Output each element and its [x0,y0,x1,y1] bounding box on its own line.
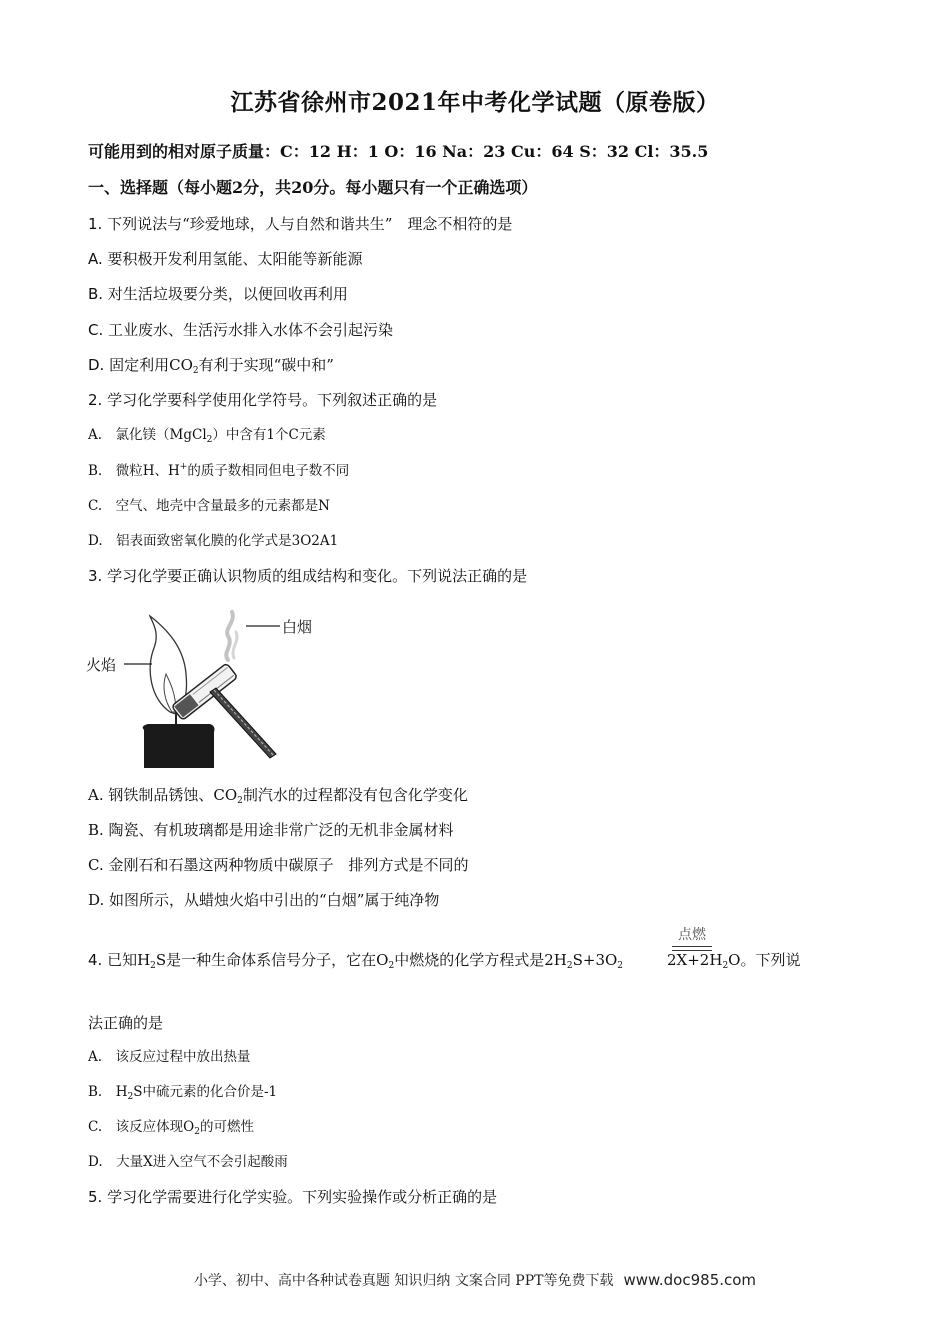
question-number: 2. [88,391,103,409]
equals-line-2 [672,950,712,951]
footer-link[interactable]: www.doc985.com [623,1271,757,1289]
option-text: 工业废水、生活污水排入水体不会引起污染 [103,321,394,339]
question-text: 学习化学要科学使用化学符号。下列叙述正确的是 [102,391,438,409]
subscript: 2 [194,1127,200,1137]
question-text: 下列说法与“珍爱地球，人与自然和谐共生” 理念不相符的是 [102,215,513,233]
option-text: B. 微粒H、H [88,463,180,479]
subscript: 2 [237,796,243,806]
subscript: 2 [127,1092,134,1102]
candle-smoke-figure [86,608,330,770]
option-text: B. H [88,1084,128,1100]
q2-option-d: D. 铝表面致密氧化膜的化学式是3O2A1 [88,533,339,549]
option-text: S中硫元素的化合价是-1 [133,1084,278,1100]
subscript: 2 [617,961,624,971]
flame-label: 火焰 [86,656,117,674]
section-heading: 一、选择题（每小题2分，共20分。每小题只有一个正确选项） [88,178,538,197]
option-text: C. 该反应体现O [88,1119,195,1135]
question-1-stem [88,214,512,234]
option-text: 要积极开发利用氢能、太阳能等新能源 [102,250,363,268]
page-footer [0,1270,950,1290]
q1-option-a [88,249,363,269]
q1-option-c [88,320,393,340]
option-text: 制汽水的过程都没有包含化学变化 [242,786,468,804]
option-text: 有利于实现“碳中和” [198,356,334,374]
question-number: 3. [88,567,103,585]
subscript: 2 [206,435,213,445]
question-text: O。下列说 [728,951,801,969]
option-label: A. [88,250,103,268]
page-title: 江苏省徐州市2021年中考化学试题（原卷版） [230,89,720,116]
q1-option-b [88,284,348,304]
q4-option-c [88,1117,254,1137]
q4-option-b [88,1082,277,1102]
q4-option-a: A. 该反应过程中放出热量 [88,1049,251,1065]
question-5-stem [88,1187,497,1207]
subscript: 2 [388,961,395,971]
option-text: 的可燃性 [199,1119,254,1135]
question-number: 1. [88,215,103,233]
subscript: 2 [150,961,156,971]
question-text: S是一种生命体系信号分子，它在O [155,951,389,969]
question-number: 4. [88,951,103,969]
question-text: 学习化学要正确认识物质的组成结构和变化。下列说法正确的是 [102,567,528,585]
option-text: ）中含有1个C元素 [212,427,326,443]
q3-option-d: D. 如图所示，从蜡烛火焰中引出的“白烟”属于纯净物 [88,891,440,909]
q1-option-d [88,355,334,375]
footer-text: 小学、初中、高中各种试卷真题 知识归纳 文案合同 PPT等免费下载 [193,1273,614,1289]
q2-option-c: C. 空气、地壳中含量最多的元素都是N [88,498,330,514]
question-text: 中燃烧的化学方程式是2H [394,951,567,969]
q2-option-a [88,425,326,445]
q3-option-a [88,785,468,805]
question-text: 学习化学需要进行化学实验。下列实验操作或分析正确的是 [102,1188,498,1206]
option-label: D. [88,356,105,374]
q3-option-b: B. 陶瓷、有机玻璃都是用途非常广泛的无机非金属材料 [88,821,454,839]
question-3-stem [88,566,527,586]
subscript: 2 [722,961,729,971]
option-label: C. [88,321,104,339]
option-text: A. 氯化镁（MgCl [88,427,207,443]
reaction-condition [672,924,712,951]
option-label: B. [88,285,104,303]
subscript: 2 [192,366,199,376]
subscript: 2 [566,961,573,971]
equals-line-1 [672,946,712,947]
q4-option-d: D. 大量X进入空气不会引起酸雨 [88,1154,288,1170]
question-number: 5. [88,1188,103,1206]
question-text: S+3O [572,951,618,969]
condition-text: 点燃 [678,927,706,943]
smoke-label: 白烟 [282,618,313,636]
option-text: A. 钢铁制品锈蚀、CO [88,786,238,804]
atomic-mass-line: 可能用到的相对原子质量：C：12 H：1 O：16 Na：23 Cu：64 S：32 Cl：35.5 [88,142,709,161]
option-text: 的质子数相同但电子数不同 [187,463,350,479]
option-text: 对生活垃圾要分类，以便回收再利用 [103,285,348,303]
question-4-stem [88,950,800,970]
q2-option-b [88,461,349,481]
question-text: 已知H [102,951,151,969]
question-text: 2X+2H [667,951,723,969]
superscript: + [179,462,188,472]
option-text: 固定利用CO [104,356,193,374]
question-2-stem [88,390,437,410]
q3-option-c: C. 金刚石和石墨这两种物质中碳原子 排列方式是不同的 [88,856,469,874]
question-4-stem-continued: 法正确的是 [88,1014,164,1032]
